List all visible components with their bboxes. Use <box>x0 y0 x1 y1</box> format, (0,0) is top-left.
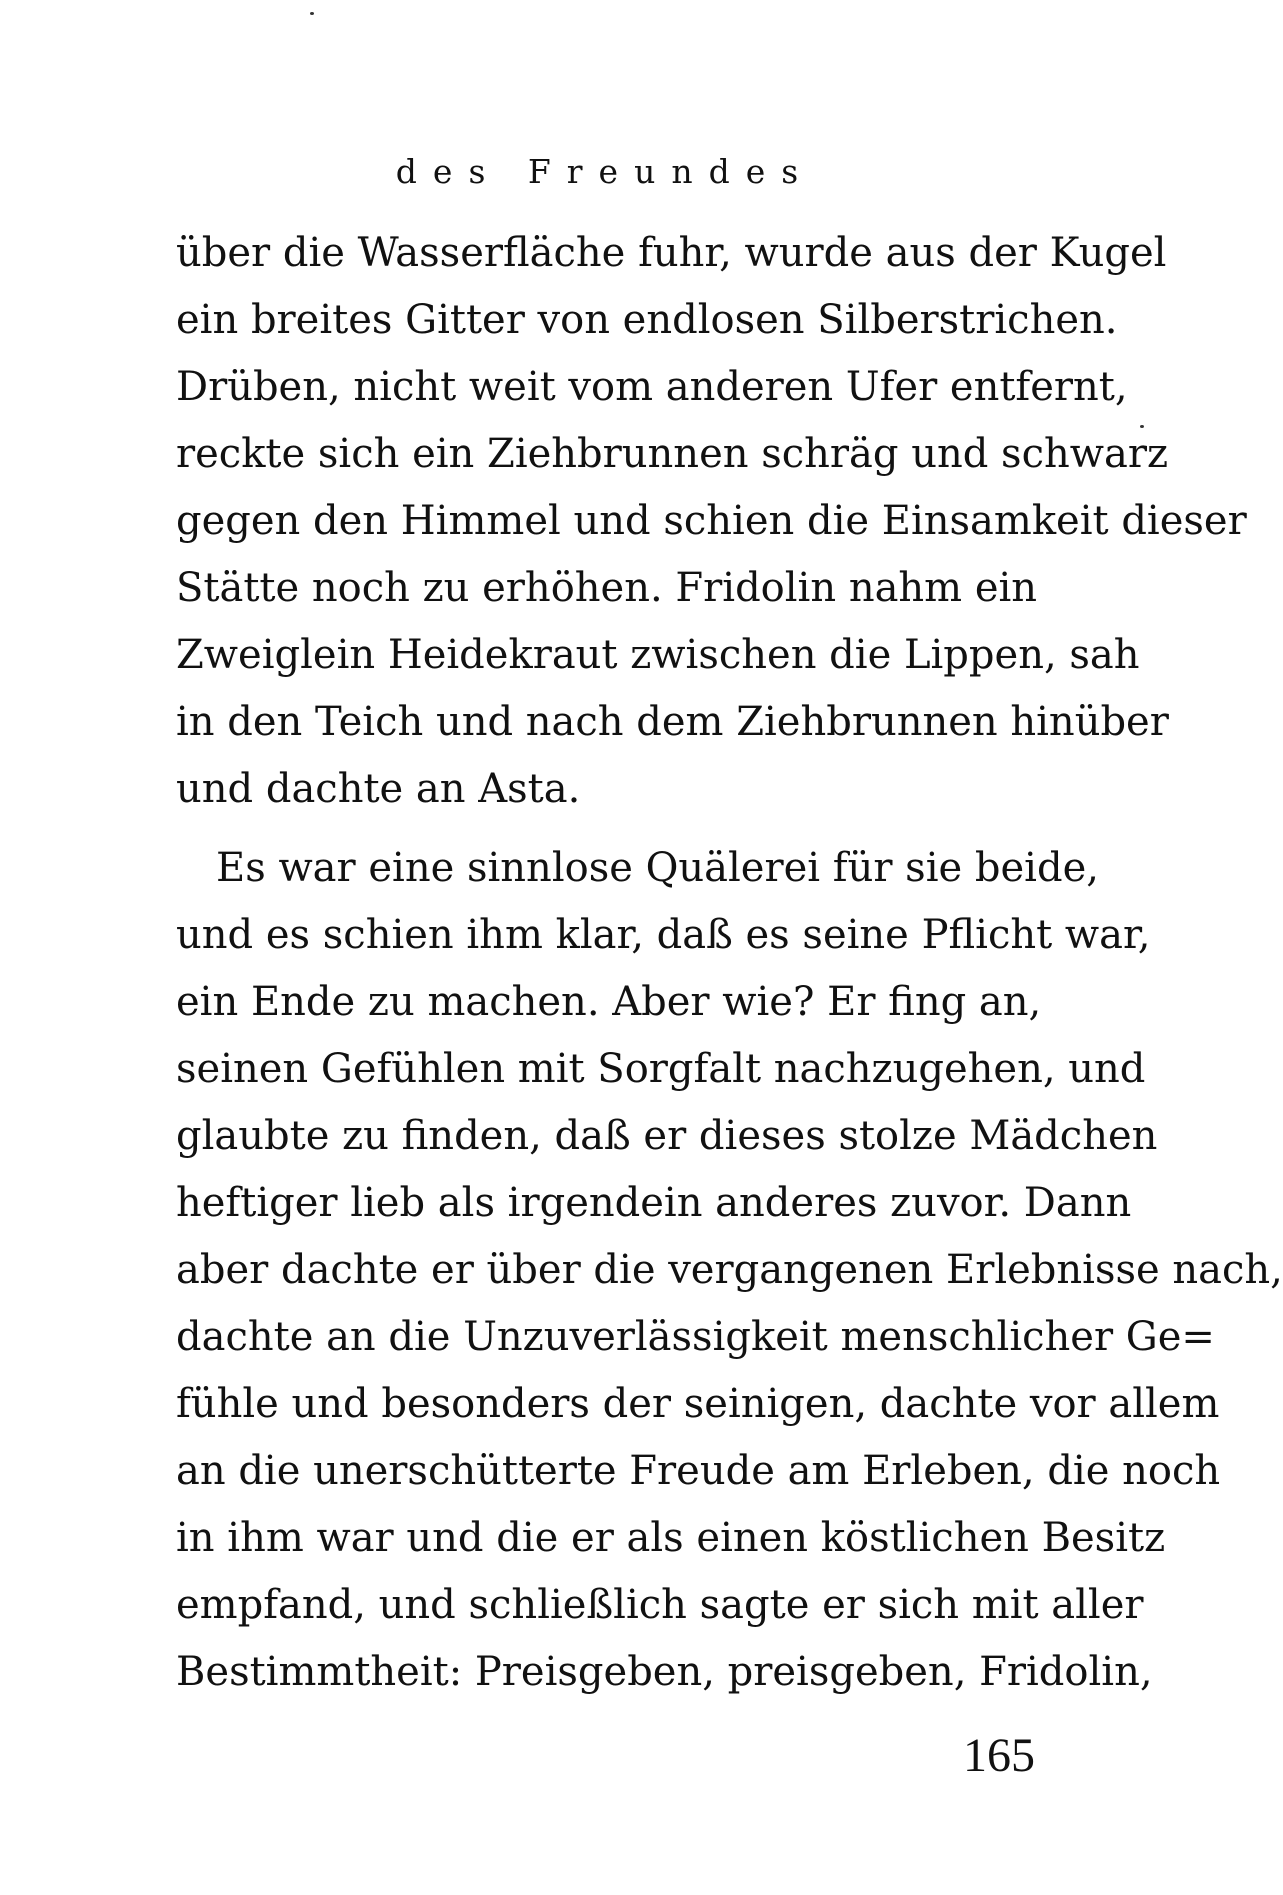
body-text <box>176 220 1283 1706</box>
text-line: gegen den Himmel und schien die Einsamkeit dieser <box>176 498 1247 544</box>
ink-speck <box>310 12 314 15</box>
text-line: über die Wasserfläche fuhr, wurde aus der Kugel <box>176 230 1167 276</box>
text-line: reckte sich ein Ziehbrunnen schräg und schwarz <box>176 431 1169 477</box>
text-line: empfand, und schließlich sagte er sich mit aller <box>176 1582 1144 1628</box>
text-line: in ihm war und die er als einen köstlichen Besitz <box>176 1515 1166 1561</box>
text-line: Drüben, nicht weit vom anderen Ufer entfernt, <box>176 364 1128 410</box>
paragraph-2 <box>176 835 1283 1706</box>
text-line: Zweiglein Heidekraut zwischen die Lippen, sah <box>176 632 1140 678</box>
text-line: Es war eine sinnlose Quälerei für sie beide, <box>216 845 1099 891</box>
text-line: aber dachte er über die vergangenen Erlebnisse nach, <box>176 1247 1283 1293</box>
ink-speck <box>1140 425 1144 428</box>
page-number: 165 <box>963 1729 1035 1782</box>
text-line: und es schien ihm klar, daß es seine Pflicht war, <box>176 912 1151 958</box>
text-line: in den Teich und nach dem Ziehbrunnen hinüber <box>176 699 1169 745</box>
text-line: Stätte noch zu erhöhen. Fridolin nahm ein <box>176 565 1038 611</box>
text-line: fühle und besonders der seinigen, dachte vor allem <box>176 1381 1220 1427</box>
text-line: ein breites Gitter von endlosen Silberstrichen. <box>176 297 1118 343</box>
text-line: dachte an die Unzuverlässigkeit menschlicher Ge= <box>176 1314 1215 1360</box>
text-line: an die unerschütterte Freude am Erleben, die noch <box>176 1448 1221 1494</box>
text-line: Bestimmtheit: Preisgeben, preisgeben, Fridolin, <box>176 1649 1153 1695</box>
text-line: und dachte an Asta. <box>176 766 581 812</box>
paragraph-1 <box>176 220 1247 823</box>
text-line: glaubte zu finden, daß er dieses stolze Mädchen <box>176 1113 1158 1159</box>
paragraph-gap <box>176 823 1036 835</box>
text-line: heftiger lieb als irgendein anderes zuvor. Dann <box>176 1180 1132 1226</box>
text-line: seinen Gefühlen mit Sorgfalt nachzugehen, und <box>176 1046 1146 1092</box>
running-head: des Freundes <box>395 152 815 191</box>
text-line: ein Ende zu machen. Aber wie? Er fing an, <box>176 979 1042 1025</box>
